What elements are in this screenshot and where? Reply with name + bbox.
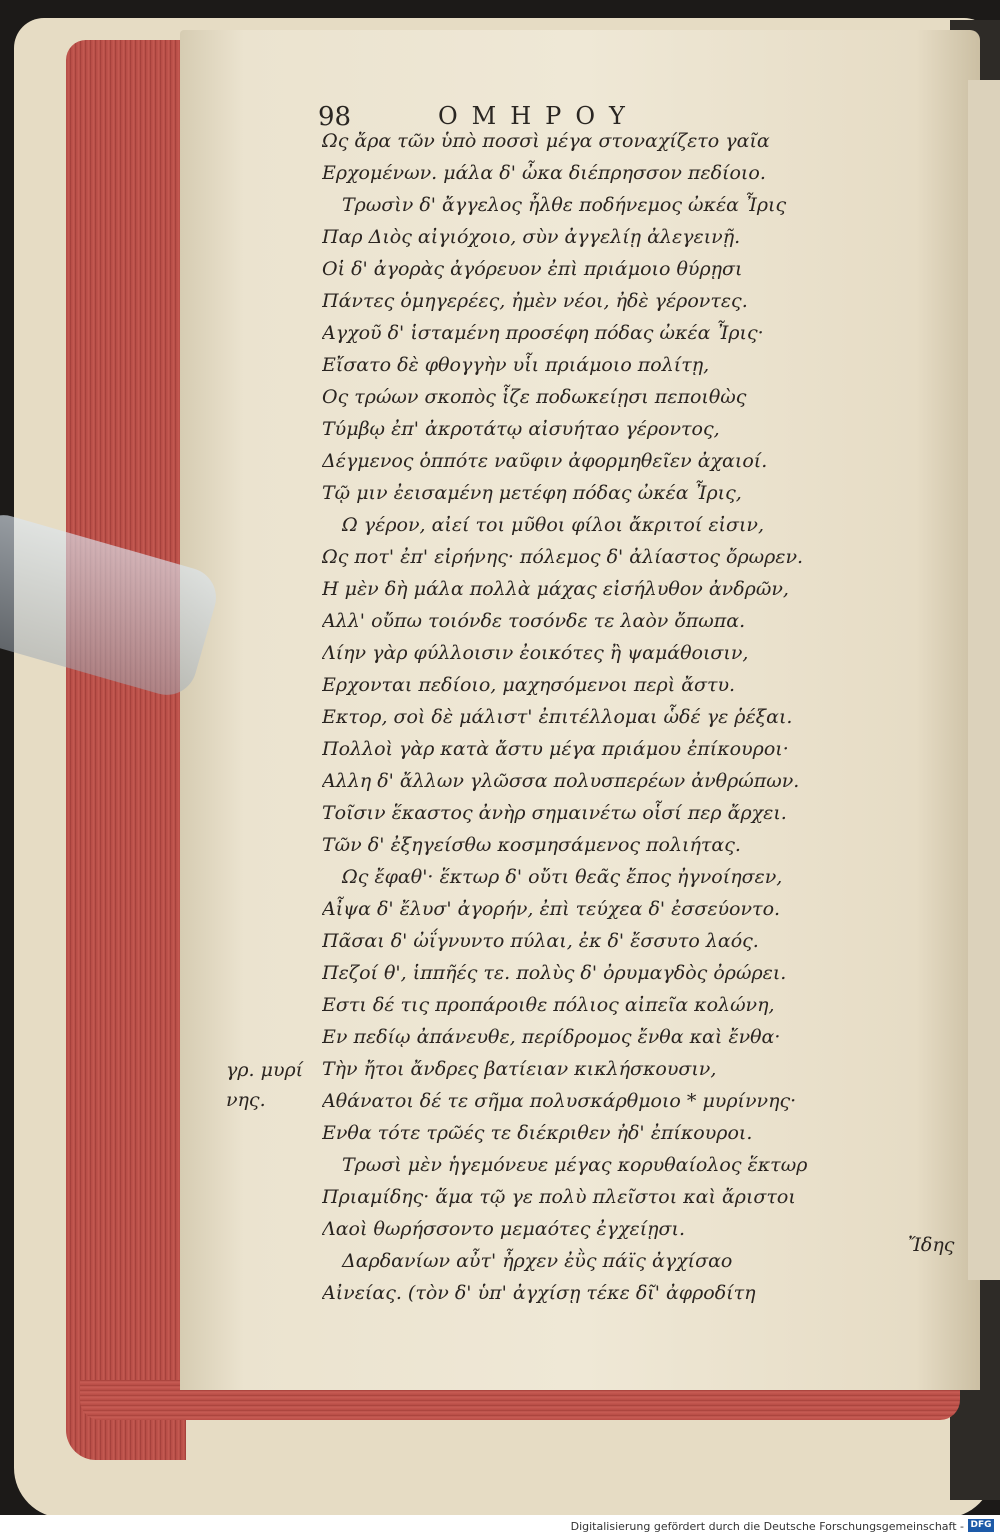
margin-note-line: νης.	[226, 1089, 266, 1111]
verse-line: Ω γέρον, αἰεί τοι μῦθοι φίλοι ἄκριτοί εἰσιν,	[342, 514, 764, 536]
verse-line: Πριαμίδης· ἅμα τῷ γε πολὺ πλεῖστοι καὶ ἄριστοι	[322, 1186, 796, 1208]
verse-line: Αγχοῦ δ' ἱσταμένη προσέφη πόδας ὠκέα Ἶρις·	[322, 322, 764, 344]
running-head: ΟΜΗΡΟΥ	[438, 102, 639, 130]
verse-line: Αλλη δ' ἄλλων γλῶσσα πολυσπερέων ἀνθρώπων.	[322, 770, 800, 792]
verse-line: Ερχονται πεδίοιο, μαχησόμενοι περὶ ἄστυ.	[322, 674, 736, 696]
verse-line: Τῷ μιν ἐεισαμένη μετέφη πόδας ὠκέα Ἶρις,	[322, 482, 742, 504]
page-number: 98	[318, 102, 352, 132]
verse-line: Ως ποτ' ἐπ' εἰρήνης· πόλεμος δ' ἀλίαστος ὄρωρεν.	[322, 546, 804, 568]
margin-note	[226, 1055, 322, 1115]
verse-line: Πεζοί θ', ἱππῆές τε. πολὺς δ' ὀρυμαγδὸς ὀρώρει.	[322, 962, 787, 984]
verse-line: Τρωσὶ μὲν ἡγεμόνευε μέγας κορυθαίολος ἕκτωρ	[342, 1154, 808, 1176]
verse-line: Ως ἔφαθ'· ἕκτωρ δ' οὔτι θεᾶς ἔπος ἠγνοίησεν,	[342, 866, 783, 888]
verse-line: Ως ἄρα τῶν ὑπὸ ποσσὶ μέγα στοναχίζετο γαῖα	[322, 130, 770, 152]
verse-line: Πᾶσαι δ' ὠΐγνυντο πύλαι, ἐκ δ' ἔσσυτο λαός.	[322, 930, 759, 952]
verse-text	[322, 125, 962, 1309]
verse-line: Δαρδανίων αὖτ' ἦρχεν ἐῢς πάϊς ἀγχίσαο	[342, 1250, 733, 1272]
verse-line: Λαοὶ θωρήσσοντο μεμαότες ἐγχείῃσι.	[322, 1218, 685, 1240]
verse-line: Εστι δέ τις προπάροιθε πόλιος αἰπεῖα κολώνη,	[322, 994, 775, 1016]
verse-line: Εἴσατο δὲ φθογγὴν υἷι πριάμοιο πολίτῃ,	[322, 354, 710, 376]
margin-note-line: γρ. μυρί	[226, 1059, 304, 1081]
verse-line: Αἶψα δ' ἔλυσ' ἀγορήν, ἐπὶ τεύχεα δ' ἐσσεύοντο.	[322, 898, 781, 920]
verse-line: Εν πεδίῳ ἀπάνευθε, περίδρομος ἔνθα καὶ ἔνθα·	[322, 1026, 781, 1048]
verse-line: Ενθα τότε τρῶές τε διέκριθεν ἠδ' ἐπίκουροι.	[322, 1122, 753, 1144]
funding-credit: Digitalisierung gefördert durch die Deutsche Forschungsgemeinschaft -	[570, 1520, 964, 1533]
catchword: Ἴδης	[908, 1234, 955, 1256]
verse-line: Τὴν ἤτοι ἄνδρες βατίειαν κικλήσκουσιν,	[322, 1058, 717, 1080]
verse-line: Τύμβῳ ἐπ' ἀκροτάτῳ αἰσυήταο γέροντος,	[322, 418, 720, 440]
verse-line: Δέγμενος ὁππότε ναῦφιν ἀφορμηθεῖεν ἀχαιοί.	[322, 450, 768, 472]
verse-line: Ερχομένων. μάλα δ' ὦκα διέπρησσον πεδίοιο.	[322, 162, 766, 184]
verse-line: Αλλ' οὔπω τοιόνδε τοσόνδε τε λαὸν ὄπωπα.	[322, 610, 746, 632]
verse-line: Τρωσὶν δ' ἄγγελος ἦλθε ποδήνεμος ὠκέα Ἶρις	[342, 194, 787, 216]
facing-page-edge	[968, 80, 1000, 1280]
verse-line: Οἱ δ' ἀγορὰς ἀγόρευον ἐπὶ πριάμοιο θύρῃσι	[322, 258, 743, 280]
verse-line: Τῶν δ' ἐξηγείσθω κοσμησάμενος πολιήτας.	[322, 834, 741, 856]
verse-line: Αθάνατοι δέ τε σῆμα πολυσκάρθμοιο * μυρίννης·	[322, 1090, 797, 1112]
dfg-logo: DFG	[968, 1519, 994, 1532]
verse-line: Λίην γὰρ φύλλοισιν ἐοικότες ἢ ψαμάθοισιν,	[322, 642, 749, 664]
verse-line: Πολλοὶ γὰρ κατὰ ἄστυ μέγα πριάμου ἐπίκουροι·	[322, 738, 789, 760]
verse-line: Ος τρώων σκοπὸς ἷζε ποδωκείῃσι πεποιθὼς	[322, 386, 747, 408]
verse-line: Παρ Διὸς αἰγιόχοιο, σὺν ἀγγελίῃ ἀλεγεινῇ.	[322, 226, 741, 248]
verse-line: Πάντες ὁμηγερέες, ἠμὲν νέοι, ἠδὲ γέροντες.	[322, 290, 748, 312]
verse-line: Η μὲν δὴ μάλα πολλὰ μάχας εἰσήλυθον ἀνδρῶν,	[322, 578, 789, 600]
verse-line: Εκτορ, σοὶ δὲ μάλιστ' ἐπιτέλλομαι ὧδέ γε ῥέξαι.	[322, 706, 793, 728]
footer	[0, 1515, 1000, 1537]
verse-line: Αἰνείας. (τὸν δ' ὑπ' ἀγχίσῃ τέκε δῖ' ἀφροδίτη	[322, 1282, 756, 1304]
verse-line: Τοῖσιν ἕκαστος ἀνὴρ σημαινέτω οἷσί περ ἄρχει.	[322, 802, 787, 824]
page-edges	[66, 40, 186, 1460]
